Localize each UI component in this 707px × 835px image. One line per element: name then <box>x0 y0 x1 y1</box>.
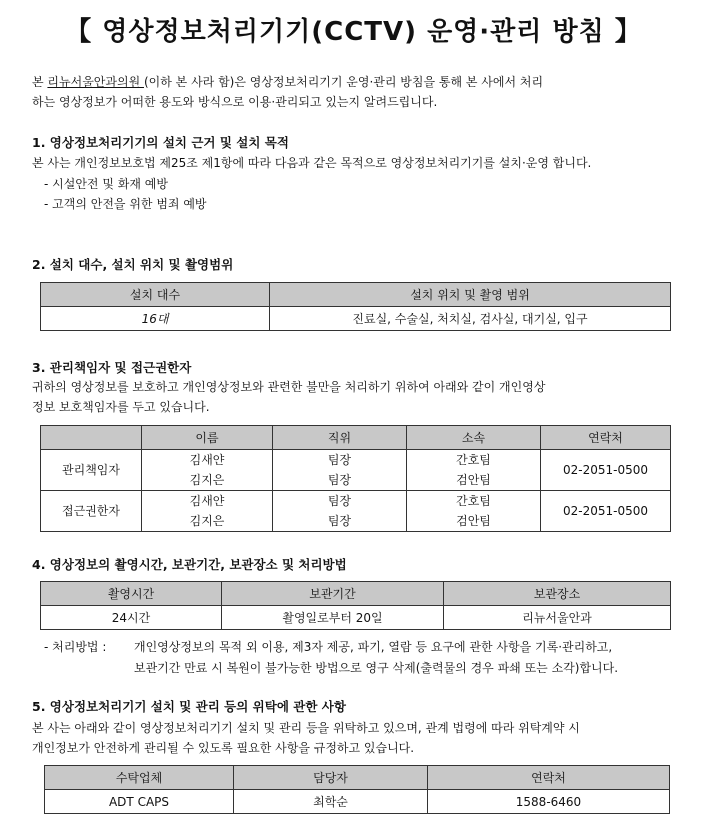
section-3-line-1: 귀하의 영상정보를 보호하고 개인영상정보와 관련한 불만을 처리하기 위하여 아래와 같이 개인영상 <box>32 380 546 394</box>
person-in-charge: 최학순 <box>234 790 428 814</box>
table-header-row <box>41 426 671 450</box>
processing-method-line-1: 개인영상정보의 목적 외 이용, 제3자 제공, 파기, 열람 등 요구에 관한 사항을 기록·관리하고, <box>134 640 613 654</box>
header-storage-location: 보관장소 <box>444 582 671 606</box>
intro-paragraph <box>32 72 672 112</box>
position-cell <box>273 450 407 491</box>
role-label: 관리책임자 <box>41 450 142 491</box>
outsourcing-table <box>44 765 670 814</box>
contractor-name: ADT CAPS <box>45 790 234 814</box>
header-department: 소속 <box>407 426 541 450</box>
name-cell <box>142 491 273 532</box>
table-header-row <box>41 283 671 307</box>
section-5-heading: 5. 영상정보처리기기 설치 및 관리 등의 위탁에 관한 사항 <box>32 699 346 714</box>
header-recording-time: 촬영시간 <box>41 582 222 606</box>
contact-value: 02-2051-0500 <box>541 491 671 532</box>
role-label: 접근권한자 <box>41 491 142 532</box>
table-row <box>41 606 671 630</box>
table-row <box>41 491 671 532</box>
name-value: 김지은 <box>189 514 225 528</box>
installation-table <box>40 282 671 331</box>
position-value: 팀장 <box>327 494 352 508</box>
position-value: 팀장 <box>327 453 352 467</box>
name-value: 김새얀 <box>189 494 225 508</box>
section-2-heading: 2. 설치 대수, 설치 위치 및 촬영범위 <box>32 257 234 272</box>
header-retention-period: 보관기간 <box>222 582 444 606</box>
table-header-row <box>41 582 671 606</box>
install-count: 16대 <box>41 307 270 331</box>
contact-value: 02-2051-0500 <box>541 450 671 491</box>
position-value: 팀장 <box>327 473 352 487</box>
table-row <box>45 790 670 814</box>
department-value: 검안팀 <box>456 473 491 487</box>
section-5-text <box>32 718 672 758</box>
header-contact: 연락처 <box>428 766 670 790</box>
intro-line-2: 하는 영상정보가 어떠한 용도와 방식으로 이용·관리되고 있는지 알려드립니다. <box>32 95 438 109</box>
manager-table <box>40 425 671 532</box>
section-5-line-2: 개인정보가 안전하게 관리될 수 있도록 필요한 사항을 규정하고 있습니다. <box>32 741 415 755</box>
position-value: 팀장 <box>327 514 352 528</box>
header-position: 직위 <box>273 426 407 450</box>
retention-period: 촬영일로부터 20일 <box>222 606 444 630</box>
position-cell <box>273 491 407 532</box>
header-person-in-charge: 담당자 <box>234 766 428 790</box>
company-name: 리뉴서울안과의원 <box>47 75 144 89</box>
section-1-bullet-1: - 시설안전 및 화재 예방 <box>44 177 168 191</box>
header-blank <box>41 426 142 450</box>
recording-time: 24시간 <box>41 606 222 630</box>
header-install-count: 설치 대수 <box>41 283 270 307</box>
department-value: 간호팀 <box>456 453 491 467</box>
storage-location: 리뉴서울안과 <box>444 606 671 630</box>
header-contractor: 수탁업체 <box>45 766 234 790</box>
department-value: 검안팀 <box>456 514 491 528</box>
name-cell <box>142 450 273 491</box>
intro-line-1 <box>32 72 672 92</box>
section-1-text: 본 사는 개인정보보호법 제25조 제1항에 따라 다음과 같은 목적으로 영상정보처리기기를 설치·운영 합니다. <box>32 156 592 170</box>
section-3-text <box>32 377 672 417</box>
name-value: 김새얀 <box>189 453 225 467</box>
header-contact: 연락처 <box>541 426 671 450</box>
section-5-line-1: 본 사는 아래와 같이 영상정보처리기기 설치 및 관리 등을 위탁하고 있으며, 관계 법령에 따라 위탁계약 시 <box>32 721 580 735</box>
table-header-row <box>45 766 670 790</box>
intro-prefix: 본 <box>32 75 48 89</box>
department-cell <box>407 491 541 532</box>
processing-method-label: - 처리방법 : <box>44 640 107 654</box>
department-cell <box>407 450 541 491</box>
header-install-location: 설치 위치 및 촬영 범위 <box>270 283 671 307</box>
department-value: 간호팀 <box>456 494 491 508</box>
section-3-line-2: 정보 보호책임자를 두고 있습니다. <box>32 400 210 414</box>
table-row <box>41 450 671 491</box>
contractor-contact: 1588-6460 <box>428 790 670 814</box>
page-title: 【 영상정보처리기기(CCTV) 운영·관리 방침 】 <box>65 17 642 47</box>
section-1-bullet-2: - 고객의 안전을 위한 범죄 예방 <box>44 197 207 211</box>
table-row <box>41 307 671 331</box>
intro-line-1-rest: (이하 본 사라 함)은 영상정보처리기기 운영·관리 방침을 통해 본 사에서 처리 <box>143 75 544 89</box>
processing-method-line-2: 보관기간 만료 시 복원이 불가능한 방법으로 영구 삭제(출력물의 경우 파쇄 또는 소각)합니다. <box>134 661 619 675</box>
section-4-heading: 4. 영상정보의 촬영시간, 보관기간, 보관장소 및 처리방법 <box>32 557 347 572</box>
section-1-heading: 1. 영상정보처리기기의 설치 근거 및 설치 목적 <box>32 135 289 150</box>
install-location: 진료실, 수술실, 처치실, 검사실, 대기실, 입구 <box>270 307 671 331</box>
retention-table <box>40 581 671 630</box>
name-value: 김지은 <box>189 473 225 487</box>
section-3-heading: 3. 관리책임자 및 접근권한자 <box>32 360 192 375</box>
header-name: 이름 <box>142 426 273 450</box>
